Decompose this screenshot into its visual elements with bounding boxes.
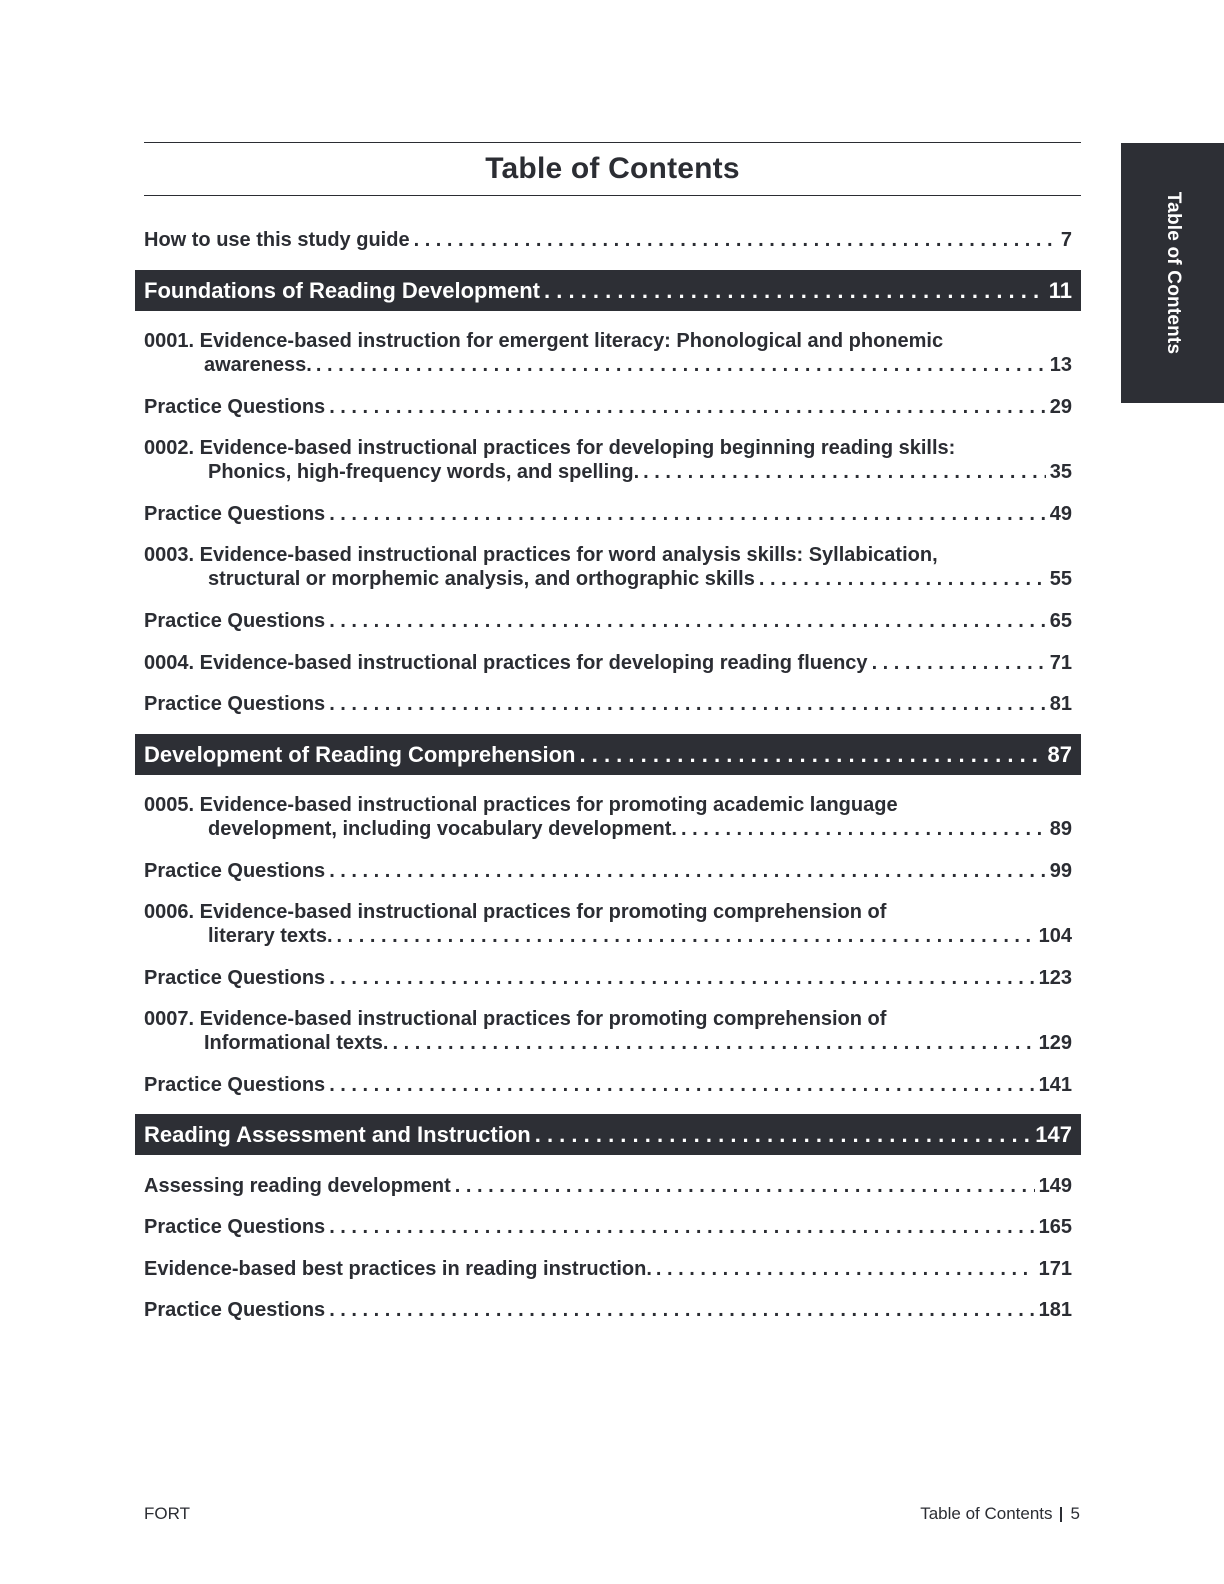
toc-entry[interactable] [208, 567, 1072, 591]
toc-entry[interactable] [144, 966, 1072, 990]
dot-leader [414, 228, 1057, 252]
toc-entry-label: awareness. [204, 354, 312, 376]
toc-entry-label: Evidence-based best practices in reading instruction. [144, 1258, 652, 1280]
toc-entry-label: Phonics, high-frequency words, and spelling. [208, 461, 640, 483]
toc-entry-page: 123 [1038, 967, 1072, 989]
toc-entry-page: 81 [1049, 693, 1072, 715]
toc-entry[interactable] [204, 353, 1072, 377]
section-heading [144, 743, 1072, 767]
toc-entry-first-line: 0003. Evidence-based instructional practices for word analysis skills: Syllabication, [144, 544, 938, 566]
toc-entry-page: 99 [1049, 860, 1072, 882]
section-heading [144, 279, 1072, 303]
toc-entry-label: Practice Questions [144, 1299, 326, 1321]
section-page: 87 [1047, 742, 1072, 767]
toc-entry-page: 55 [1049, 568, 1072, 590]
toc-entry-first-line: 0007. Evidence-based instructional practices for promoting comprehension of [144, 1008, 887, 1030]
toc-entry-label: Practice Questions [144, 693, 326, 715]
toc-entry-label: Practice Questions [144, 610, 326, 632]
toc-entry-page: 181 [1038, 1299, 1072, 1321]
toc-entry[interactable] [144, 395, 1072, 419]
toc-entry-label: Practice Questions [144, 1216, 326, 1238]
toc-entry-label: Practice Questions [144, 1074, 326, 1096]
dot-leader [329, 1215, 1034, 1239]
toc-entry-label: Informational texts. [204, 1032, 389, 1054]
section-title: Foundations of Reading Development [144, 278, 541, 303]
toc-entry[interactable] [208, 460, 1072, 484]
toc-entry[interactable] [144, 859, 1072, 883]
section-bar-assessment[interactable] [135, 1114, 1081, 1155]
toc-entry[interactable] [144, 1298, 1072, 1322]
toc-entry-page: 7 [1060, 229, 1072, 251]
toc-entry-page: 129 [1038, 1032, 1072, 1054]
section-page: 147 [1035, 1122, 1072, 1147]
toc-entry-page: 65 [1049, 610, 1072, 632]
toc-entry-label: 0004. Evidence-based instructional practices for developing reading fluency [144, 652, 868, 674]
toc-entry-page: 104 [1038, 925, 1072, 947]
toc-entry[interactable] [208, 817, 1072, 841]
dot-leader [329, 502, 1046, 526]
section-title: Development of Reading Comprehension [144, 742, 576, 767]
footer-right [920, 1504, 1080, 1524]
dot-leader [455, 1174, 1035, 1198]
footer-left: FORT [144, 1504, 190, 1523]
section-page: 11 [1048, 278, 1072, 303]
section-bar-foundations[interactable] [135, 270, 1081, 311]
toc-entry-page: 35 [1049, 461, 1072, 483]
toc-entry-label: Practice Questions [144, 860, 326, 882]
toc-entry-page: 89 [1049, 818, 1072, 840]
page-title: Table of Contents [485, 152, 740, 185]
toc-entry-label: Practice Questions [144, 396, 326, 418]
toc-entry-page: 149 [1038, 1175, 1072, 1197]
section-bar-comprehension[interactable] [135, 734, 1081, 775]
toc-entry-first-line: 0006. Evidence-based instructional practices for promoting comprehension of [144, 901, 887, 923]
toc-entry-label: Assessing reading development [144, 1175, 451, 1197]
dot-leader [535, 1123, 1032, 1147]
footer-label: Table of Contents [920, 1504, 1053, 1523]
dot-leader [580, 743, 1044, 767]
toc-entry[interactable] [204, 1031, 1072, 1055]
toc-entry-label: How to use this study guide [144, 229, 410, 251]
dot-leader [872, 651, 1046, 675]
toc-entry-intro[interactable] [144, 228, 1072, 252]
toc-entry-first-line: 0005. Evidence-based instructional practices for promoting academic language [144, 794, 898, 816]
toc-entry-page: 49 [1049, 503, 1072, 525]
dot-leader [329, 1073, 1034, 1097]
toc-entry-label: literary texts. [208, 925, 333, 947]
dot-leader [329, 692, 1046, 716]
toc-entry[interactable] [144, 609, 1072, 633]
toc-entry-page: 165 [1038, 1216, 1072, 1238]
footer-separator [1060, 1507, 1062, 1522]
section-heading [144, 1123, 1072, 1147]
toc-entry[interactable] [144, 1174, 1072, 1198]
dot-leader [759, 567, 1046, 591]
dot-leader [392, 1031, 1034, 1055]
toc-entry-first-line: 0001. Evidence-based instruction for emergent literacy: Phonological and phonemic [144, 330, 944, 352]
toc-entry[interactable] [144, 502, 1072, 526]
toc-entry-label: structural or morphemic analysis, and orthographic skills [208, 568, 755, 590]
dot-leader [329, 1298, 1034, 1322]
toc-entry[interactable] [144, 692, 1072, 716]
toc-entry[interactable] [144, 1215, 1072, 1239]
side-tab-label: Table of Contents [1162, 191, 1184, 355]
toc-entry[interactable] [144, 1073, 1072, 1097]
dot-leader [316, 353, 1046, 377]
toc-entry-page: 141 [1038, 1074, 1072, 1096]
dot-leader [329, 859, 1046, 883]
dot-leader [643, 460, 1046, 484]
toc-entry[interactable] [208, 924, 1072, 948]
dot-leader [656, 1257, 1035, 1281]
dot-leader [681, 817, 1046, 841]
toc-entry-label: development, including vocabulary development. [208, 818, 677, 840]
dot-leader [544, 279, 1045, 303]
toc-entry-page: 71 [1049, 652, 1072, 674]
toc-entry[interactable] [144, 1257, 1072, 1281]
toc-entry[interactable] [144, 651, 1072, 675]
toc-entry-first-line: 0002. Evidence-based instructional practices for developing beginning reading skills: [144, 437, 956, 459]
toc-entry-page: 13 [1049, 354, 1072, 376]
dot-leader [329, 966, 1034, 990]
title-block [144, 142, 1081, 196]
toc-entry-page: 29 [1049, 396, 1072, 418]
section-title: Reading Assessment and Instruction [144, 1122, 531, 1147]
dot-leader [329, 395, 1046, 419]
footer-page-number: 5 [1070, 1504, 1080, 1523]
toc-entry-page: 171 [1038, 1258, 1072, 1280]
side-tab [1121, 143, 1224, 403]
dot-leader [337, 924, 1035, 948]
toc-entry-label: Practice Questions [144, 967, 326, 989]
toc-entry-label: Practice Questions [144, 503, 326, 525]
dot-leader [329, 609, 1046, 633]
